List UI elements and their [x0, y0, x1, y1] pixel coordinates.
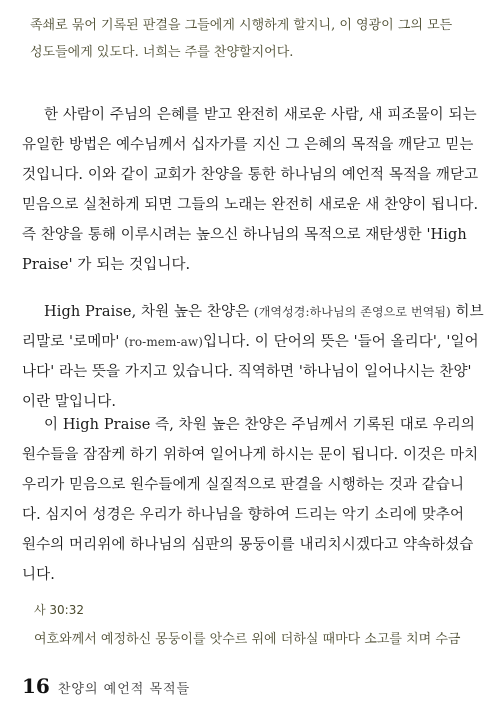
paragraph-1: [22, 100, 479, 280]
paragraph-line: 믿음으로 실천하게 되면 그들의 노래는 완전히 새로운 새 찬양이 됩니다.: [22, 197, 479, 213]
paragraph-line: 것입니다. 이와 같이 교회가 찬양을 통한 하나님의 예언적 목적을 깨닫고: [22, 167, 479, 183]
page-number: 16: [22, 674, 50, 698]
paragraph-line: 한 사람이 주님의 은혜를 받고 완전히 새로운 사람, 새 피조물이 되는: [44, 107, 477, 123]
paragraph-line: 다. 심지어 성경은 우리가 하나님을 향하여 드리는 악기 소리에 맞추어: [22, 507, 465, 523]
paragraph-line: 유일한 방법은 예수님께서 십자가를 지신 그 은혜의 목적을 깨닫고 믿는: [22, 137, 474, 153]
paragraph-line: 이란 말입니다.: [22, 394, 117, 410]
quote-line: 족쇄로 묶어 기록된 판결을 그들에게 시행하게 할지니, 이 영광이 그의 모든: [30, 18, 453, 33]
scripture-reference-label: 사 30:32: [34, 603, 84, 617]
text-run: 리말로 '로메마': [22, 334, 125, 350]
paragraph-line: 나다' 라는 뜻을 가지고 있습니다. 직역하면 '하나님이 일어나시는 찬양': [22, 364, 472, 380]
page-footer: [22, 674, 190, 698]
paragraph-line: 원수들을 잠잠케 하기 위하여 일어나게 하시는 문이 됩니다. 이것은 마치: [22, 447, 479, 463]
text-run: High Praise, 차원 높은 찬양은: [44, 304, 254, 320]
quote-line: 성도들에게 있도다. 너희는 주를 찬양할지어다.: [30, 45, 294, 60]
paragraph-line: [22, 297, 484, 327]
paragraph-line: 니다.: [22, 567, 55, 583]
running-title: 찬양의 예언적 목적들: [57, 682, 191, 697]
scripture-reference-text: 여호와께서 예정하신 몽둥이를 앗수르 위에 더하실 때마다 소고를 치며 수금: [34, 632, 461, 647]
paragraph-line: 원수의 머리위에 하나님의 심판의 몽둥이를 내리치시겠다고 약속하셨습: [22, 537, 474, 553]
scripture-quote-top: [30, 12, 453, 66]
paragraph-line: [22, 327, 479, 357]
paragraph-line: 우리가 믿음으로 원수들에게 실질적으로 판결을 시행하는 것과 같습니: [22, 477, 465, 493]
paragraph-3: [22, 410, 479, 590]
paragraph-line: 이 High Praise 즉, 차원 높은 찬양은 주님께서 기록된 대로 우리의: [44, 417, 475, 433]
paragraph-2: [22, 297, 484, 417]
text-run: 입니다. 이 단어의 뜻은 '들어 올리다', '일어: [203, 334, 479, 350]
paragraph-line: Praise' 가 되는 것입니다.: [22, 257, 191, 273]
pronunciation-note: (ro-mem-aw): [124, 335, 204, 349]
text-run: 히브: [450, 304, 484, 320]
paragraph-line: 즉 찬양을 통해 이루시려는 높으신 하나님의 목적으로 재탄생한 'High: [22, 227, 467, 243]
parenthetical-note: (개역성경:하나님의 존영으로 번역됨): [253, 305, 451, 319]
